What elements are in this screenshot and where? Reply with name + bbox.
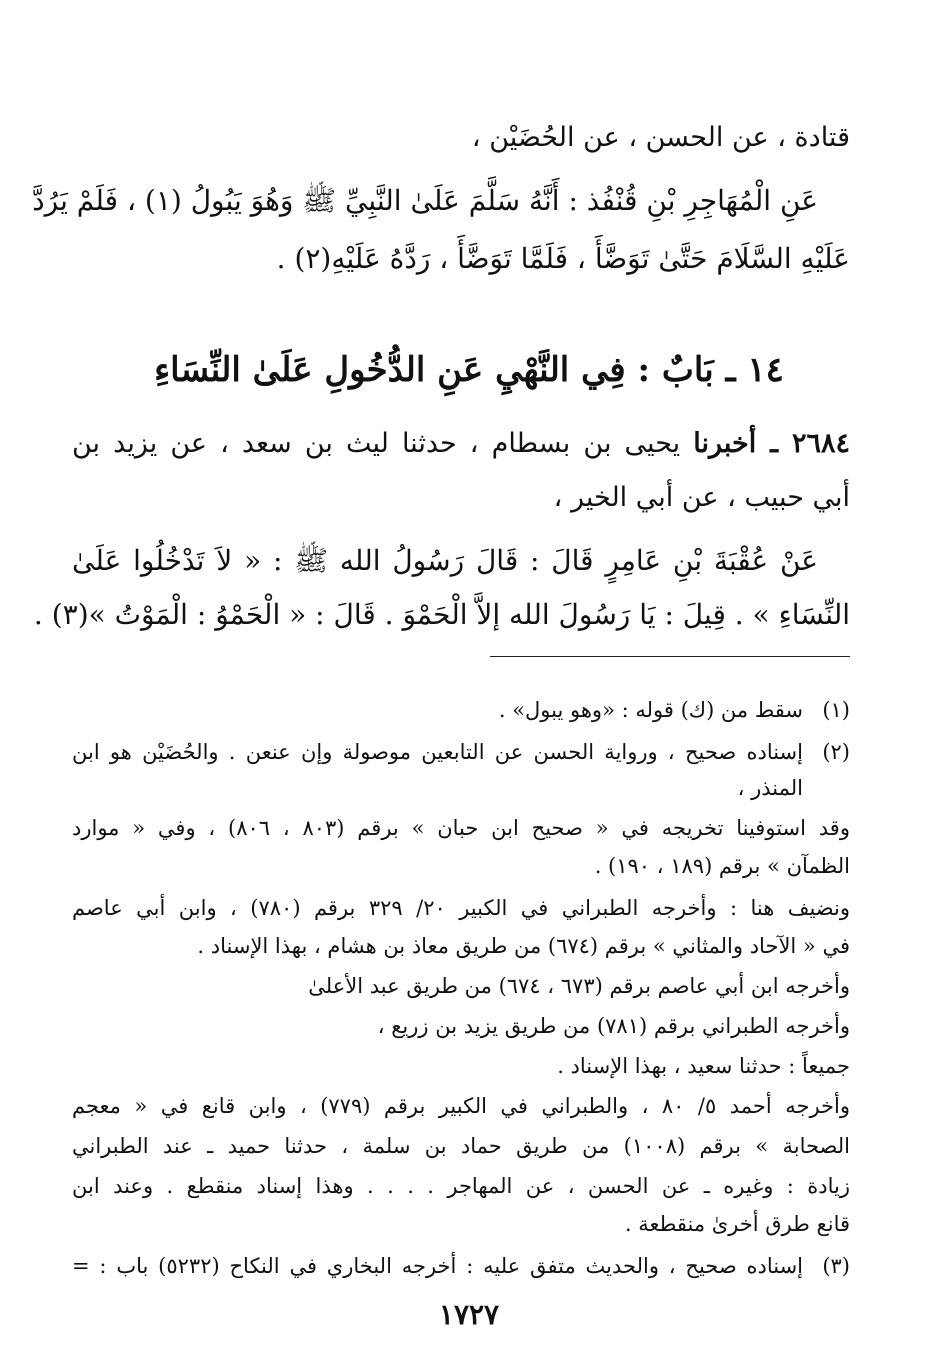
footnote-separator <box>490 656 850 657</box>
footnote-text: قانع طرق أخرىٰ منقطعة . <box>624 1212 850 1236</box>
footnote-label: (١) <box>822 698 850 722</box>
hadith-text-line: عَنْ عُقْبَةَ بْنِ عَامِرٍ قَالَ : قَالَ رَسُولُ الله ﷺ : « لاَ تَدْخُلُوا عَلَىٰ <box>72 544 818 577</box>
hadith-isnad-line <box>72 428 850 459</box>
footnote-text: الظمآن » برقم (١٨٩ ، ١٩٠) . <box>594 854 850 878</box>
hadith-isnad-line: أبي حبيب ، عن أبي الخير ، <box>553 482 850 513</box>
footnote-text: سقط من (ك) قوله : «وهو يبول» . <box>498 698 803 722</box>
footnote-text: إسناده صحيح ، ورواية الحسن عن التابعين موصولة وإن عنعن . والحُضَيْن هو ابن <box>72 740 803 764</box>
isnad-text: يحيى بن بسطام ، حدثنا ليث بن سعد ، عن يزيد بن <box>72 428 681 459</box>
footnote-text: الصحابة » برقم (١٠٠٨) من طريق حماد بن سلمة ، حدثنا حميد ـ عند الطبراني <box>72 1134 850 1158</box>
hadith-text-line: عَلَيْهِ السَّلَامَ حَتَّىٰ تَوَضَّأَ ، فَلَمَّا تَوَضَّأَ ، رَدَّهُ عَلَيْهِ(٢) . <box>276 242 850 275</box>
footnote-text: المنذر ، <box>737 776 803 800</box>
main-text-line: قتادة ، عن الحسن ، عن الحُضَيْن ، <box>471 122 850 153</box>
hadith-number: ٢٦٨٤ ـ أخبرنا <box>693 428 850 459</box>
hadith-text-line: عَنِ الْمُهَاجِرِ بْنِ قُنْفُذ : أَنَّهُ سَلَّمَ عَلَىٰ النَّبِيِّ ﷺ وَهُوَ يَبُولُ (١) ، فَلَمْ يَرُدَّ <box>32 184 818 217</box>
footnote-text: وقد استوفينا تخريجه في « صحيح ابن حبان » برقم (٨٠٣ ، ٨٠٦) ، وفي « موارد <box>72 816 850 840</box>
hadith-text-line: النِّسَاءِ » . قِيلَ : يَا رَسُولَ الله إلاَّ الْحَمْوَ . قَالَ : « الْحَمْوُ : الْمَوْتُ »(٣) . <box>33 598 850 631</box>
footnote-text: إسناده صحيح ، والحديث متفق عليه : أخرجه البخاري في النكاح (٥٢٣٢) باب : = <box>72 1254 804 1278</box>
footnote-label: (٢) <box>822 740 850 764</box>
footnote-text: جميعاً : حدثنا سعيد ، بهذا الإسناد . <box>557 1054 850 1078</box>
chapter-heading: ١٤ ـ بَابٌ : فِي النَّهْيِ عَنِ الدُّخُولِ عَلَىٰ النِّسَاءِ <box>154 350 784 390</box>
footnote-text: زيادة : وغيره ـ عن الحسن ، عن المهاجر . . . . وهذا إسناد منقطع . وعند ابن <box>72 1174 850 1198</box>
footnote-text: وأخرجه الطبراني برقم (٧٨١) من طريق يزيد بن زريع ، <box>377 1014 850 1038</box>
footnote-label: (٣) <box>822 1254 850 1278</box>
footnote-text: وأخرجه ابن أبي عاصم برقم (٦٧٣ ، ٦٧٤) من طريق عبد الأعلىٰ <box>308 974 850 998</box>
footnote-text: وأخرجه أحمد ٥/ ٨٠ ، والطبراني في الكبير برقم (٧٧٩) ، وابن قانع في « معجم <box>72 1094 850 1118</box>
footnote-text: في « الآحاد والمثاني » برقم (٦٧٤) من طريق معاذ بن هشام ، بهذا الإسناد . <box>197 934 850 958</box>
footnote-text: ونضيف هنا : وأخرجه الطبراني في الكبير ٢٠/ ٣٢٩ برقم (٧٨٠) ، وابن أبي عاصم <box>72 896 850 920</box>
page-number: ١٧٢٧ <box>438 1298 500 1331</box>
